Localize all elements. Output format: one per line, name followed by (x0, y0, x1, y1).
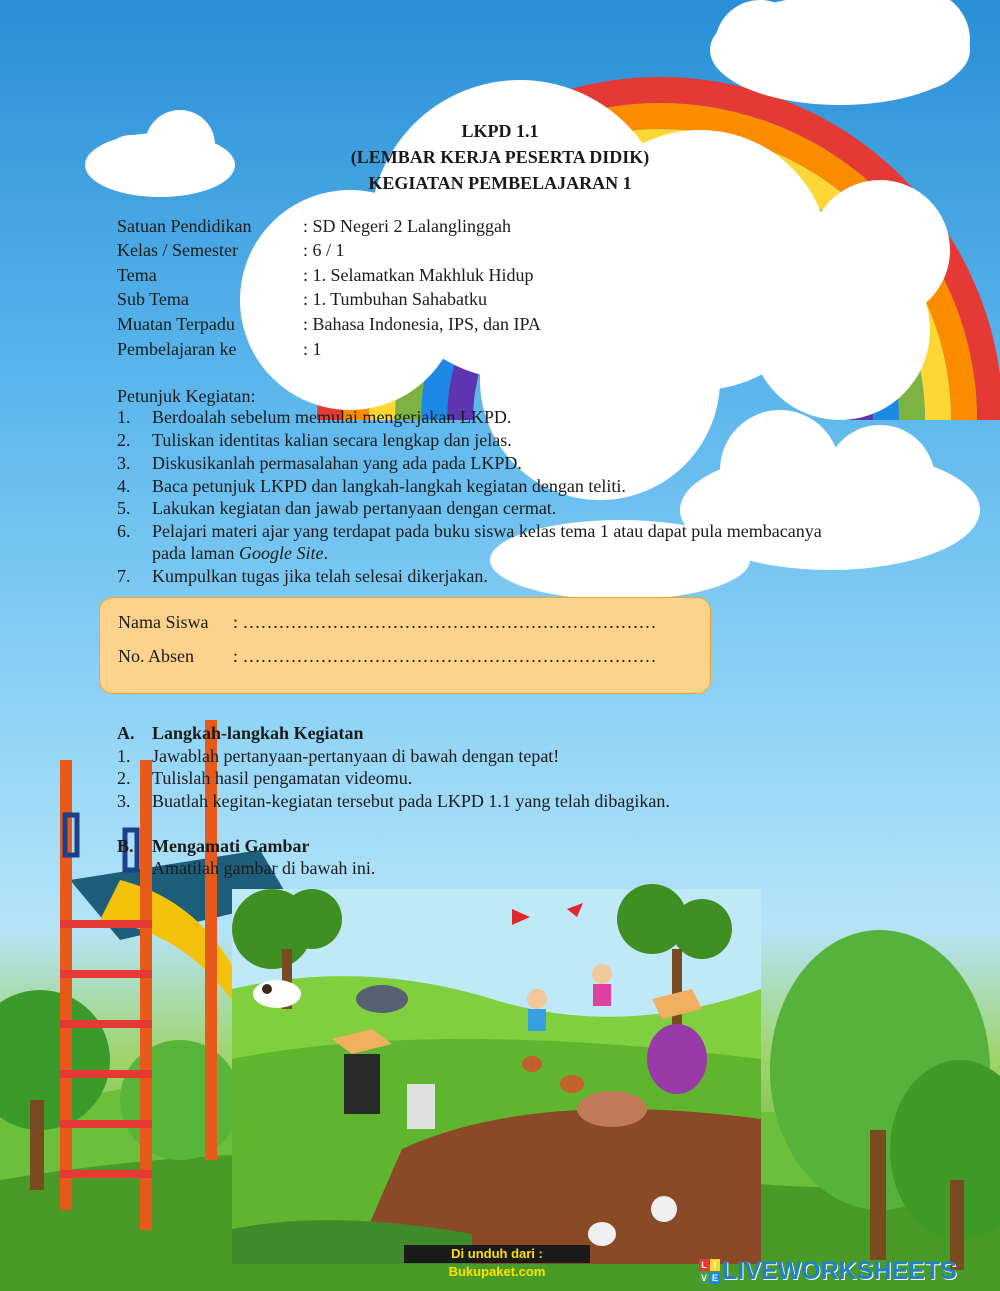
live-cubes-icon (699, 1259, 720, 1284)
petunjuk-num: 2. (117, 430, 131, 450)
farm-scene-illustration (232, 889, 761, 1264)
petunjuk-num: 1. (117, 407, 131, 427)
student-name-label: Nama Siswa (118, 612, 209, 632)
student-info-box (99, 597, 711, 694)
identity-row-tema (117, 263, 533, 287)
section-b-letter: B. (117, 836, 134, 856)
petunjuk-item: Pelajari materi ajar yang terdapat pada buku siswa kelas tema 1 atau dapat pula membacanya (152, 521, 822, 541)
petunjuk-heading: Petunjuk Kegiatan: (117, 386, 256, 406)
live-cube-v: V (700, 1272, 707, 1283)
petunjuk-item: Berdoalah sebelum memulai mengerjakan LKPD. (152, 407, 512, 427)
identity-value: : 1 (303, 339, 322, 359)
cloud-top-right (710, 0, 970, 105)
petunjuk-item: Diskusikanlah permasalahan yang ada pada LKPD. (152, 453, 522, 473)
identity-label: Sub Tema (117, 289, 189, 309)
section-a-num: 1. (117, 746, 131, 766)
section-b-instruction: Amatilah gambar di bawah ini. (152, 858, 376, 878)
petunjuk-num: 3. (117, 453, 131, 473)
section-a-item: Jawablah pertanyaan-pertanyaan di bawah dengan tepat! (152, 746, 560, 766)
petunjuk-item: Tuliskan identitas kalian secara lengkap dan jelas. (152, 430, 512, 450)
title-line-1: LKPD 1.1 (461, 121, 539, 141)
section-a-letter: A. (117, 723, 135, 743)
live-cube-e: E (711, 1272, 718, 1283)
section-b-heading: Mengamati Gambar (152, 836, 310, 856)
student-absen-row[interactable] (118, 646, 657, 667)
section-a-num: 2. (117, 768, 131, 788)
liveworksheets-wordmark: LIVEWORKSHEETS (722, 1256, 957, 1285)
identity-label: Pembelajaran ke (117, 339, 237, 359)
identity-value: : 6 / 1 (303, 240, 345, 260)
live-cube-l: L (699, 1259, 709, 1271)
identity-value: : Bahasa Indonesia, IPS, dan IPA (303, 314, 541, 334)
identity-label: Kelas / Semester (117, 240, 238, 260)
petunjuk-item: Baca petunjuk LKPD dan langkah-langkah kegiatan dengan teliti. (152, 476, 626, 496)
petunjuk-num: 5. (117, 498, 131, 518)
petunjuk-num: 6. (117, 521, 131, 541)
student-name-row[interactable] (118, 612, 657, 633)
identity-value: : SD Negeri 2 Lalanglinggah (303, 216, 511, 236)
petunjuk-item-text: pada laman (152, 543, 239, 563)
petunjuk-num: 4. (117, 476, 131, 496)
identity-row-kelas (117, 238, 345, 262)
identity-label: Muatan Terpadu (117, 314, 235, 334)
identity-label: Satuan Pendidikan (117, 216, 252, 236)
petunjuk-item: Kumpulkan tugas jika telah selesai dikerjakan. (152, 566, 488, 586)
petunjuk-item-period: . (323, 543, 328, 563)
identity-row-subtema (117, 287, 487, 311)
farm-scene-picture (232, 889, 761, 1279)
student-name-field[interactable]: : …………………………………………………………… (233, 612, 657, 632)
student-absen-field[interactable]: : …………………………………………………………… (233, 646, 657, 666)
title-line-3: KEGIATAN PEMBELAJARAN 1 (368, 173, 632, 193)
section-a-heading: Langkah-langkah Kegiatan (152, 723, 364, 743)
title-line-2: (LEMBAR KERJA PESERTA DIDIK) (350, 147, 650, 167)
identity-row-satuan (117, 214, 511, 238)
document-title (0, 118, 1000, 196)
identity-label: Tema (117, 265, 157, 285)
live-cube-i: I (710, 1259, 720, 1271)
liveworksheets-logo (699, 1256, 997, 1286)
picture-source-caption: Di unduh dari : Bukupaket.com (404, 1245, 590, 1263)
student-absen-label: No. Absen (118, 646, 194, 666)
identity-row-pembelajaran (117, 337, 322, 361)
google-site-text: Google Site (238, 543, 324, 563)
identity-value: : 1. Tumbuhan Sahabatku (303, 289, 488, 309)
identity-row-muatan (117, 312, 541, 336)
section-a-item: Buatlah kegitan-kegiatan tersebut pada LKPD 1.1 yang telah dibagikan. (152, 791, 670, 811)
petunjuk-num: 7. (117, 566, 131, 586)
section-a-num: 3. (117, 791, 131, 811)
identity-value: : 1. Selamatkan Makhluk Hidup (303, 265, 534, 285)
petunjuk-item-continuation (152, 543, 328, 564)
section-a-item: Tulislah hasil pengamatan videomu. (152, 768, 413, 788)
petunjuk-item: Lakukan kegiatan dan jawab pertanyaan dengan cermat. (152, 498, 557, 518)
